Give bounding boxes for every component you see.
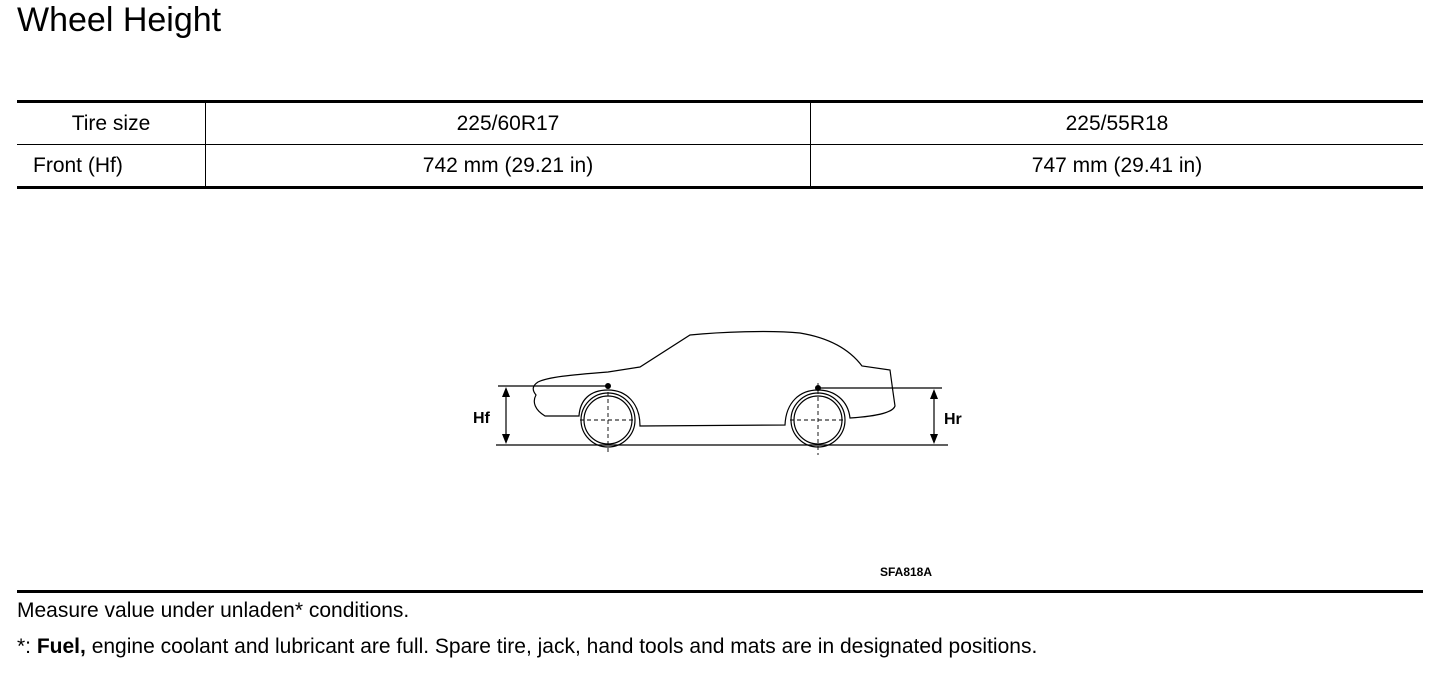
front-hf-label: Front (Hf): [17, 145, 206, 188]
hf-label: Hf: [473, 410, 490, 427]
note-unladen: Measure value under unladen* conditions.: [17, 599, 410, 622]
front-arrow-head-bottom: [502, 434, 510, 444]
tire-size-col-2: 225/55R18: [811, 102, 1424, 145]
table-row: [17, 145, 1423, 188]
footnote-text: engine coolant and lubricant are full. Spare tire, jack, hand tools and mats are in designated positions.: [85, 635, 1038, 658]
tire-size-col-1: 225/60R17: [206, 102, 811, 145]
footnote-bold-term: Fuel,: [36, 635, 86, 658]
footnote-marker: *:: [17, 635, 37, 658]
figure-code: SFA818A: [880, 565, 933, 579]
vehicle-side-diagram: [460, 320, 970, 590]
front-hf-value-2: 747 mm (29.41 in): [811, 145, 1424, 188]
page-title: Wheel Height: [17, 1, 222, 39]
rear-measure-point: [815, 385, 821, 391]
front-hf-value-1: 742 mm (29.21 in): [206, 145, 811, 188]
wheel-height-table: [17, 100, 1423, 189]
car-illustration: [460, 320, 970, 590]
front-measure-point: [605, 383, 611, 389]
table-header-row: [17, 102, 1423, 145]
hr-label: Hr: [944, 411, 962, 428]
note-footnote: [17, 634, 1037, 660]
front-arrow-head-top: [502, 387, 510, 397]
rear-arrow-head-top: [930, 389, 938, 399]
section-divider: [17, 590, 1423, 593]
rear-arrow-head-bottom: [930, 434, 938, 444]
tire-size-label: Tire size: [17, 102, 206, 145]
